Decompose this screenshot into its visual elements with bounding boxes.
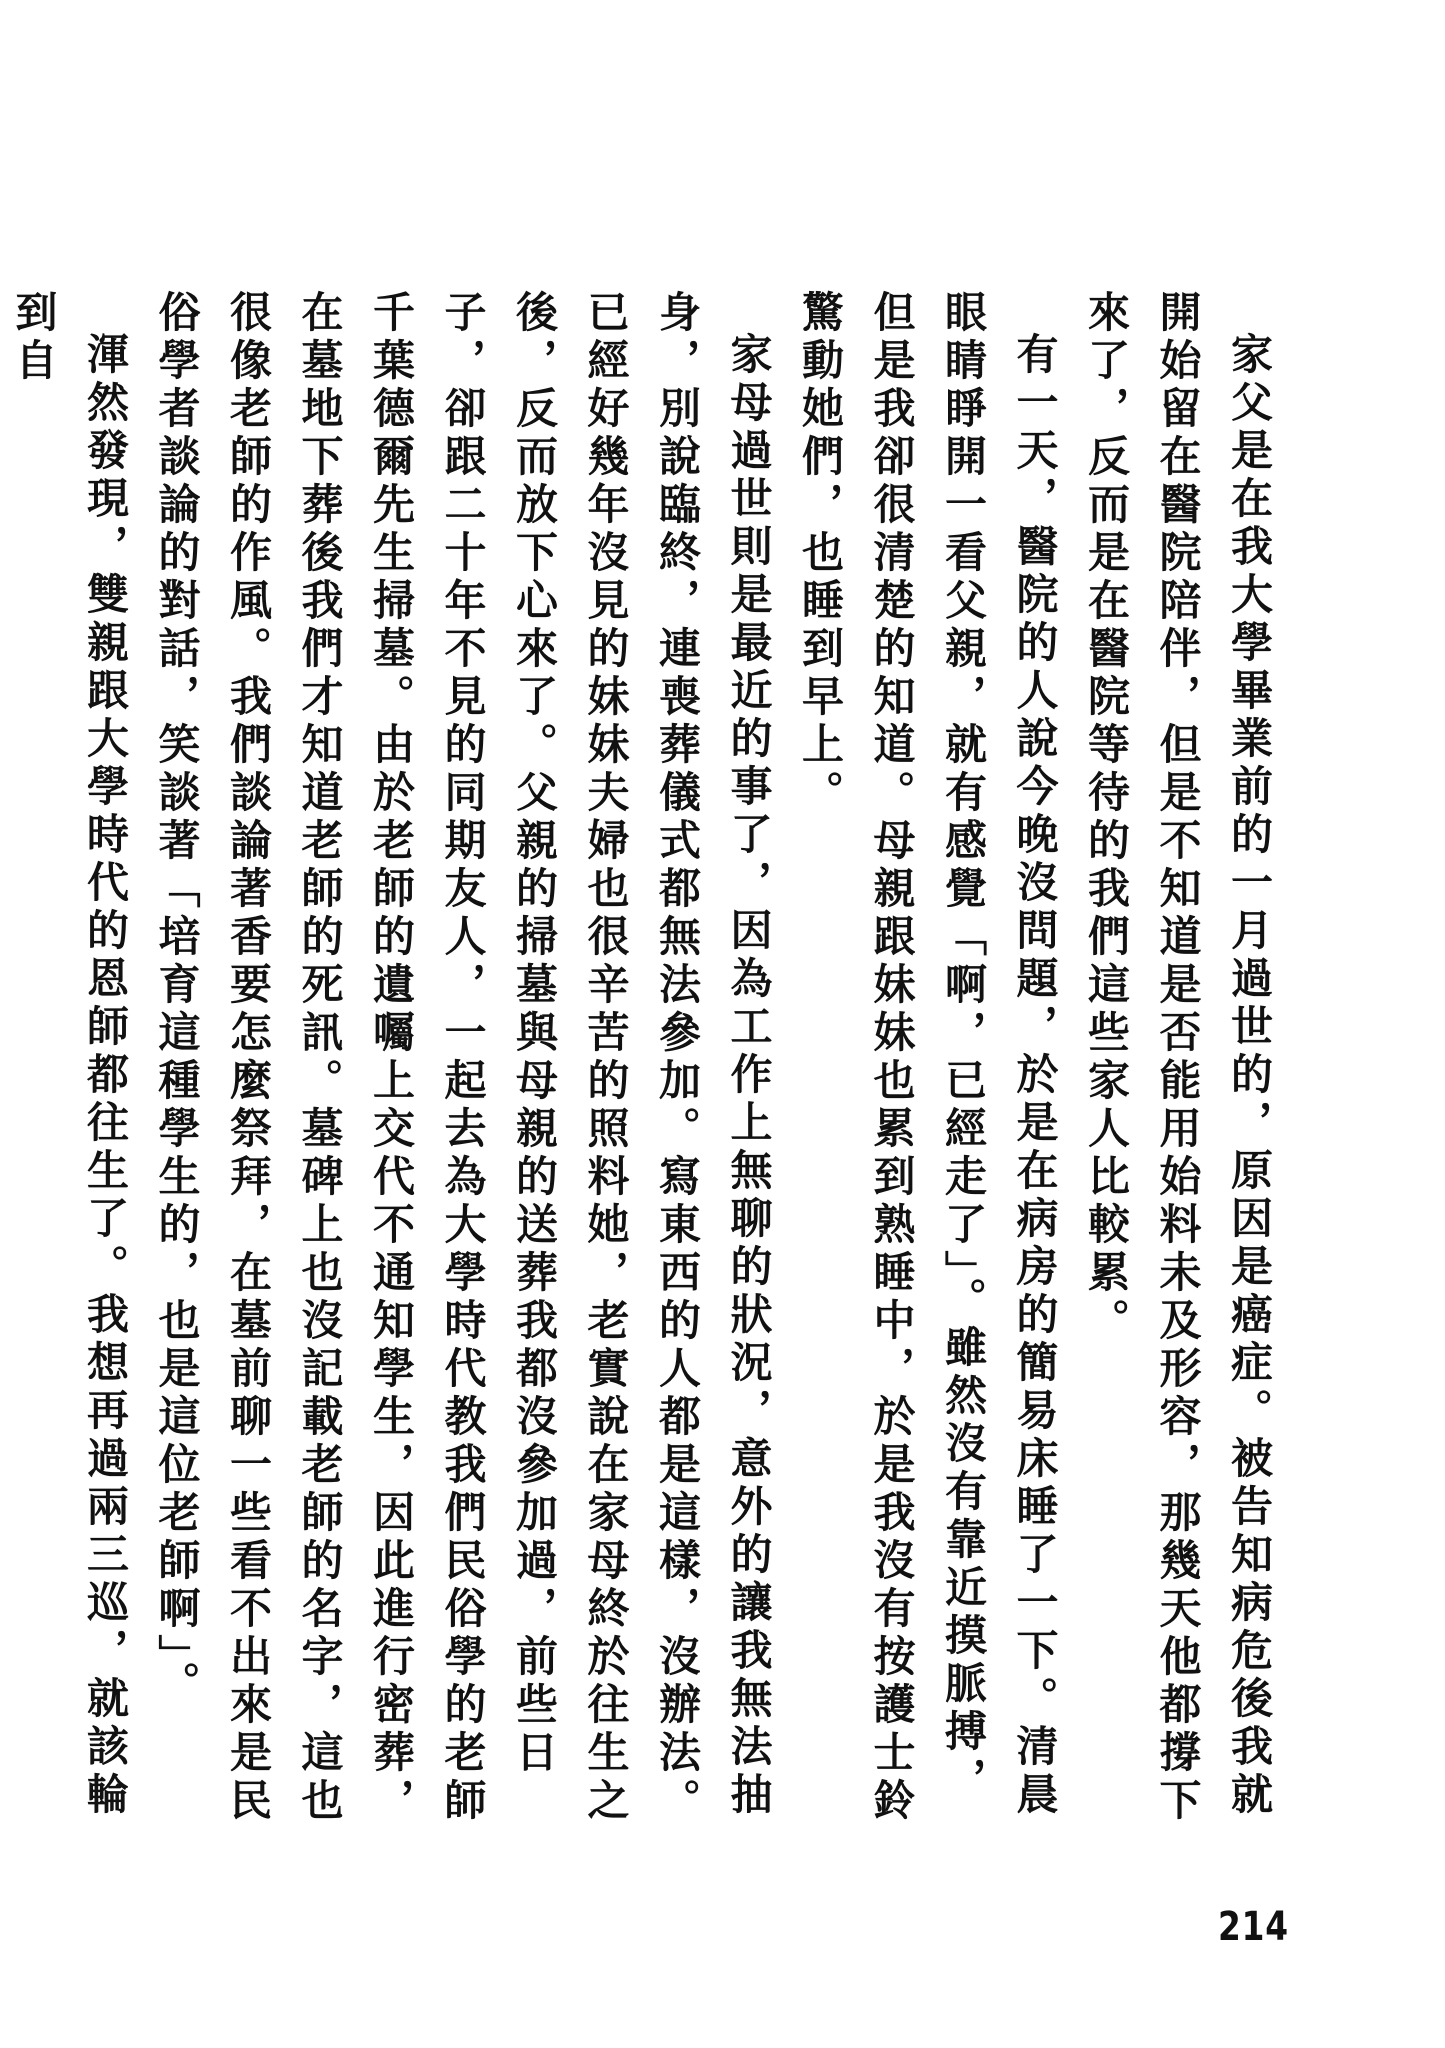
page-number: 214 xyxy=(1218,1904,1289,1950)
paragraph: 渾然發現，雙親跟大學時代的恩師都往生了。我想再過兩三巡，就該輪到自 xyxy=(9,290,130,1820)
paragraph: 家母過世則是最近的事了，因為工作上無聊的狀況，意外的讓我無法抽身，別說臨終，連喪葬儀式都無法參加。寫東西的人都是這樣，沒辦法。已經好幾年沒見的妹妹夫婦也很辛苦的照料她，老實說在家母終於往生之後，反而放下心來了。父親的掃墓與母親的送葬我都沒參加過，前些日子，卻跟二十年不見的同期友人，一起去為大學時代教我們民俗學的老師千葉德爾先生掃墓。由於老師的遺囑上交代不通知學生，因此進行密葬，在墓地下葬後我們才知道老師的死訊。墓碑上也沒記載老師的名字，這也很像老師的作風。我們談論著香要怎麼祭拜，在墓前聊一些看不出來是民俗學者談論的對話，笑談著「培育這種學生的，也是這位老師啊」。 xyxy=(152,290,774,1826)
body-text xyxy=(0,290,1285,1840)
paragraph: 有一天，醫院的人說今晚沒問題，於是在病房的簡易床睡了一下。清晨眼睛睜開一看父親，就有感覺「啊，已經走了」。雖然沒有靠近摸脈搏，但是我卻很清楚的知道。母親跟妹妹也累到熟睡中，於是我沒有按護士鈴驚動她們，也睡到早上。 xyxy=(796,290,1060,1826)
paragraph: 家父是在我大學畢業前的一月過世的，原因是癌症。被告知病危後我就開始留在醫院陪伴，但是不知道是否能用始料未及形容，那幾天他都撐下來了，反而是在醫院等待的我們這些家人比較累。 xyxy=(1082,290,1274,1826)
